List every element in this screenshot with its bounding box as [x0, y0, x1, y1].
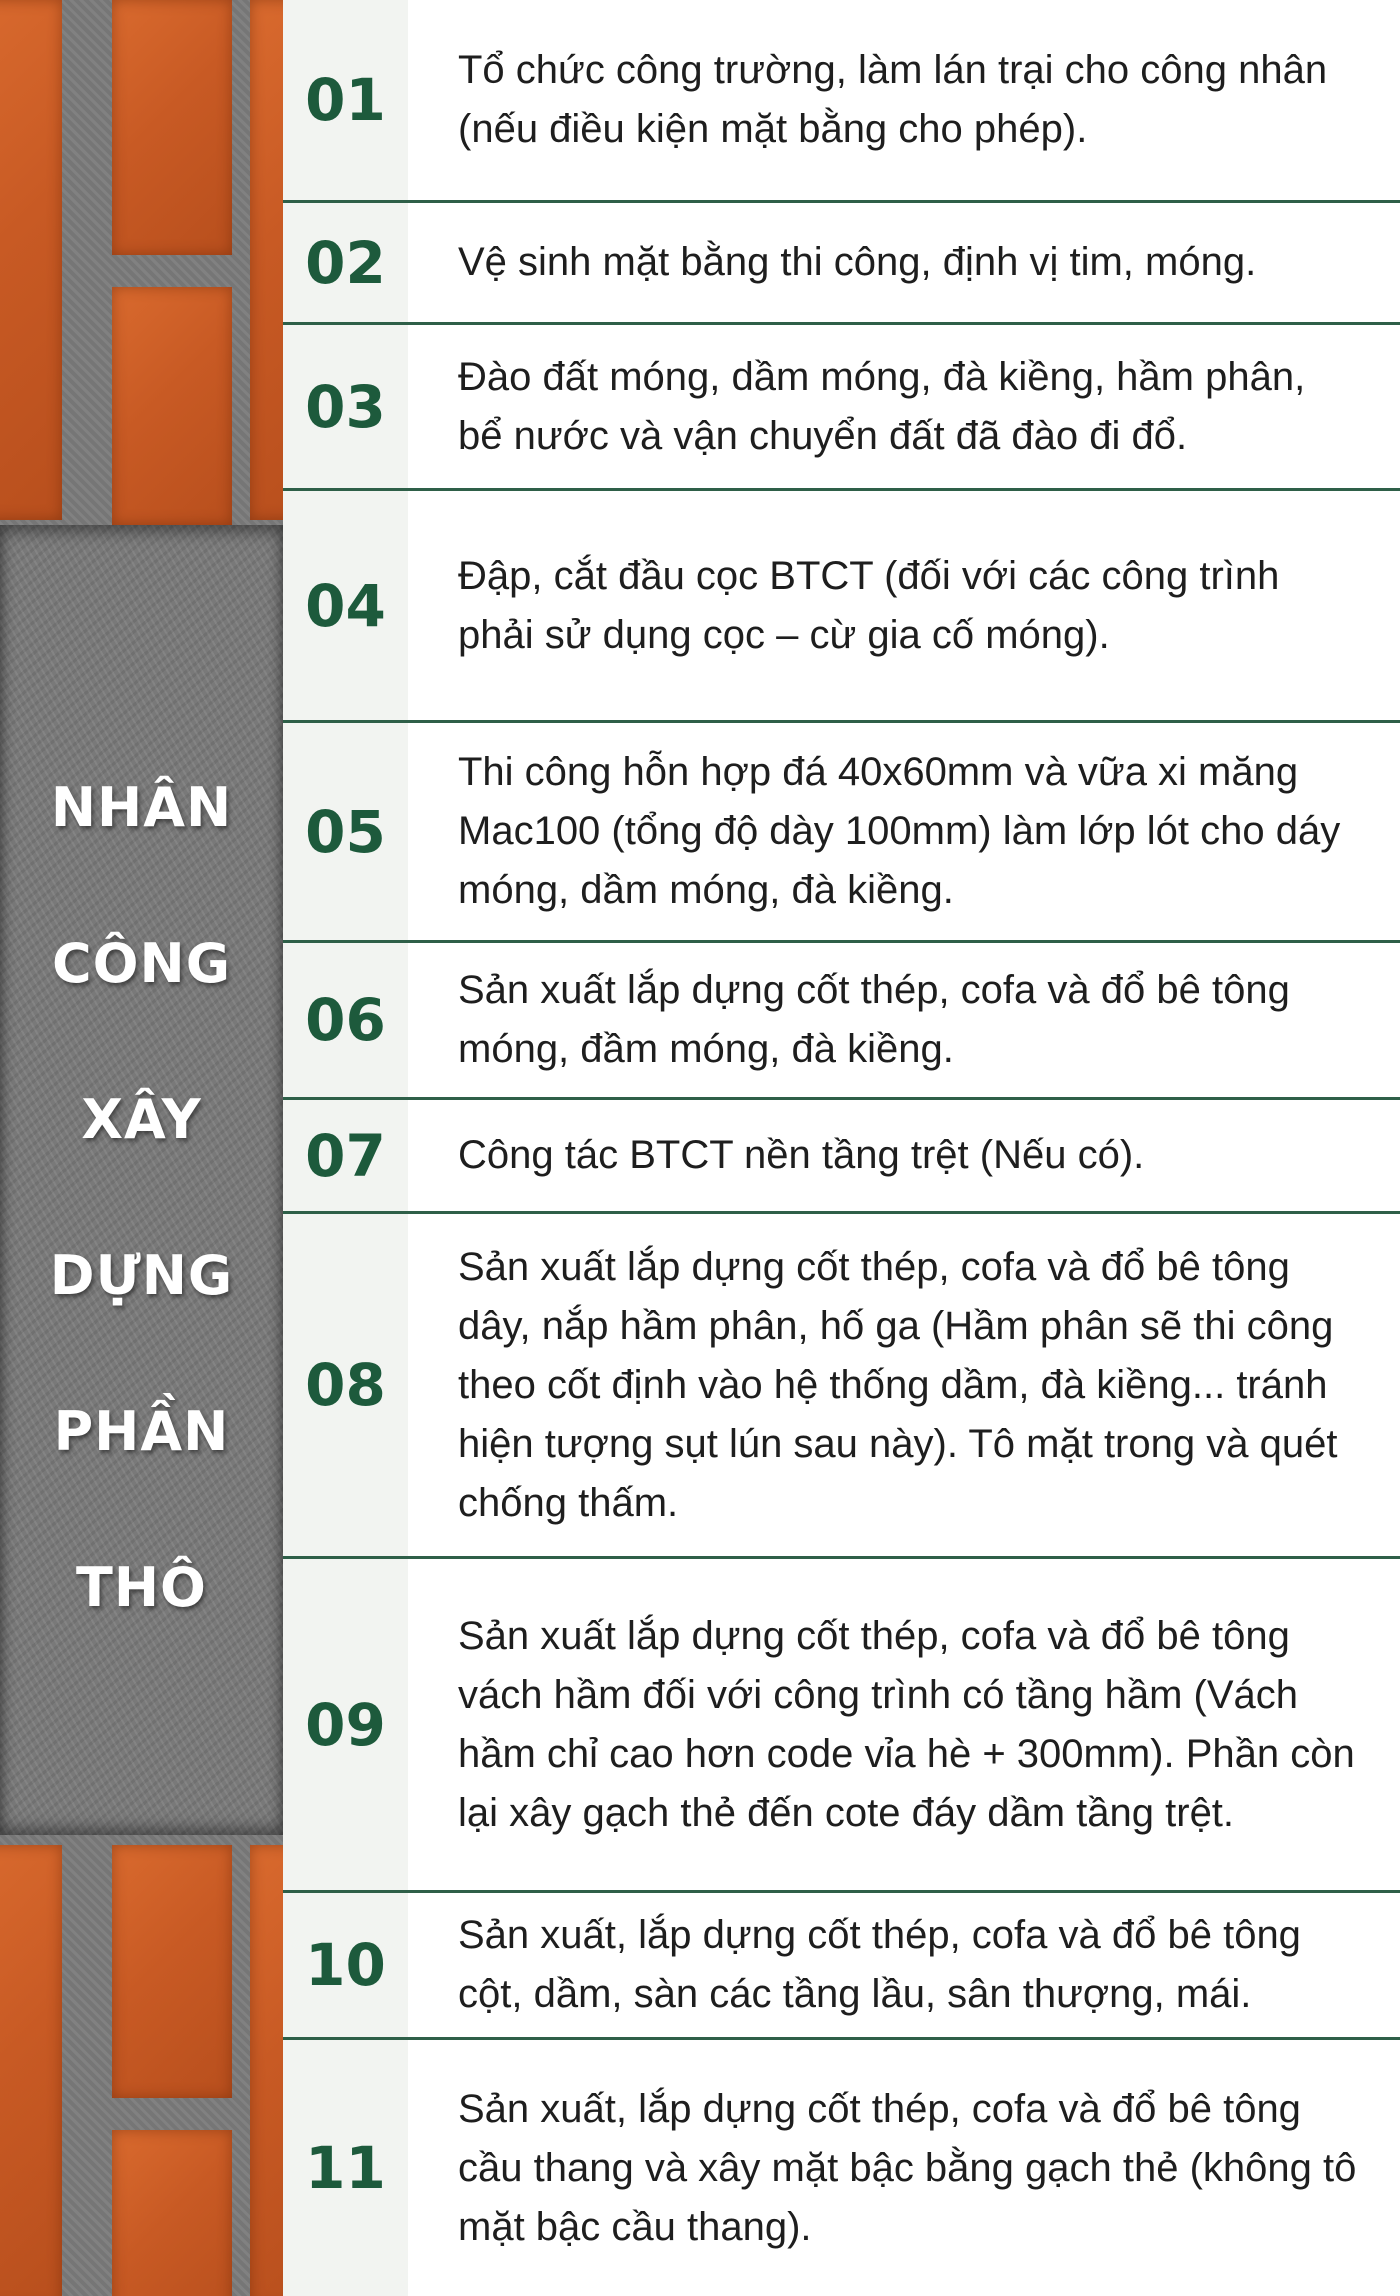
step-number: 10	[283, 1893, 408, 2037]
step-number: 05	[283, 723, 408, 940]
step-text: Đào đất móng, dầm móng, đà kiềng, hầm phân, bể nước và vận chuyển đất đã đào đi đổ.	[458, 354, 1306, 458]
step-text: Sản xuất, lắp dựng cốt thép, cofa và đổ bê tông cột, dầm, sàn các tầng lầu, sân thượng, mái.	[458, 1913, 1301, 2016]
brick-wall-bottom	[0, 1835, 283, 2296]
step-row-02	[283, 200, 1400, 322]
step-text: Sản xuất, lắp dựng cốt thép, cofa và đổ bê tông cầu thang và xây mặt bậc bằng gạch thẻ (không tô mặt bậc cầu thang).	[458, 2086, 1357, 2249]
brick-wall-top	[0, 0, 283, 525]
step-number: 11	[283, 2040, 408, 2296]
step-row-09	[283, 1556, 1400, 1890]
step-text: Sản xuất lắp dựng cốt thép, cofa và đổ bê tông dây, nắp hầm phân, hố ga (Hầm phân sẽ thi công theo cốt định vào hệ thống dầm, đà kiềng... tránh hiện tượng sụt lún sau này). Tô mặt trong và quét chống thấm.	[458, 1244, 1338, 1525]
step-number: 01	[283, 0, 408, 200]
step-text: Công tác BTCT nền tầng trệt (Nếu có).	[458, 1133, 1145, 1177]
step-text: Thi công hỗn hợp đá 40x60mm và vữa xi măng Mac100 (tổng độ dày 100mm) làm lớp lót cho dáy móng, dầm móng, đà kiềng.	[458, 750, 1341, 912]
step-text: Sản xuất lắp dựng cốt thép, cofa và đổ bê tông móng, đầm móng, đà kiềng.	[458, 968, 1290, 1071]
step-number: 09	[283, 1559, 408, 1890]
step-row-03	[283, 322, 1400, 488]
step-text: Vệ sinh mặt bằng thi công, định vị tim, móng.	[458, 240, 1257, 284]
side-title-word: DỰNG	[49, 1244, 234, 1307]
steps-table	[283, 0, 1400, 2296]
step-number: 03	[283, 325, 408, 488]
step-row-10	[283, 1890, 1400, 2037]
side-title	[0, 730, 283, 1666]
step-row-01	[283, 0, 1400, 200]
step-number: 04	[283, 491, 408, 720]
step-row-08	[283, 1211, 1400, 1556]
step-number: 02	[283, 203, 408, 322]
step-text: Đập, cắt đầu cọc BTCT (đối với các công trình phải sử dụng cọc – cừ gia cố móng).	[458, 553, 1280, 657]
left-decor-panel	[0, 0, 283, 2296]
side-title-word: XÂY	[81, 1088, 202, 1151]
side-title-word: THÔ	[76, 1556, 207, 1619]
step-text: Tổ chức công trường, làm lán trại cho công nhân (nếu điều kiện mặt bằng cho phép).	[458, 48, 1328, 151]
side-title-word: CÔNG	[51, 932, 232, 995]
step-number: 07	[283, 1100, 408, 1211]
step-text: Sản xuất lắp dựng cốt thép, cofa và đổ bê tông vách hầm đối với công trình có tầng hầm (Vách hầm chỉ cao hơn code vỉa hè + 300mm). Phần còn lại xây gạch thẻ đến cote đáy dầm tầng trệt.	[458, 1613, 1355, 1835]
side-title-word: PHẦN	[53, 1400, 230, 1463]
side-title-word: NHÂN	[50, 776, 233, 839]
step-row-04	[283, 488, 1400, 720]
step-row-11	[283, 2037, 1400, 2296]
step-row-05	[283, 720, 1400, 940]
step-row-06	[283, 940, 1400, 1097]
step-row-07	[283, 1097, 1400, 1211]
step-number: 08	[283, 1214, 408, 1556]
step-number: 06	[283, 943, 408, 1097]
